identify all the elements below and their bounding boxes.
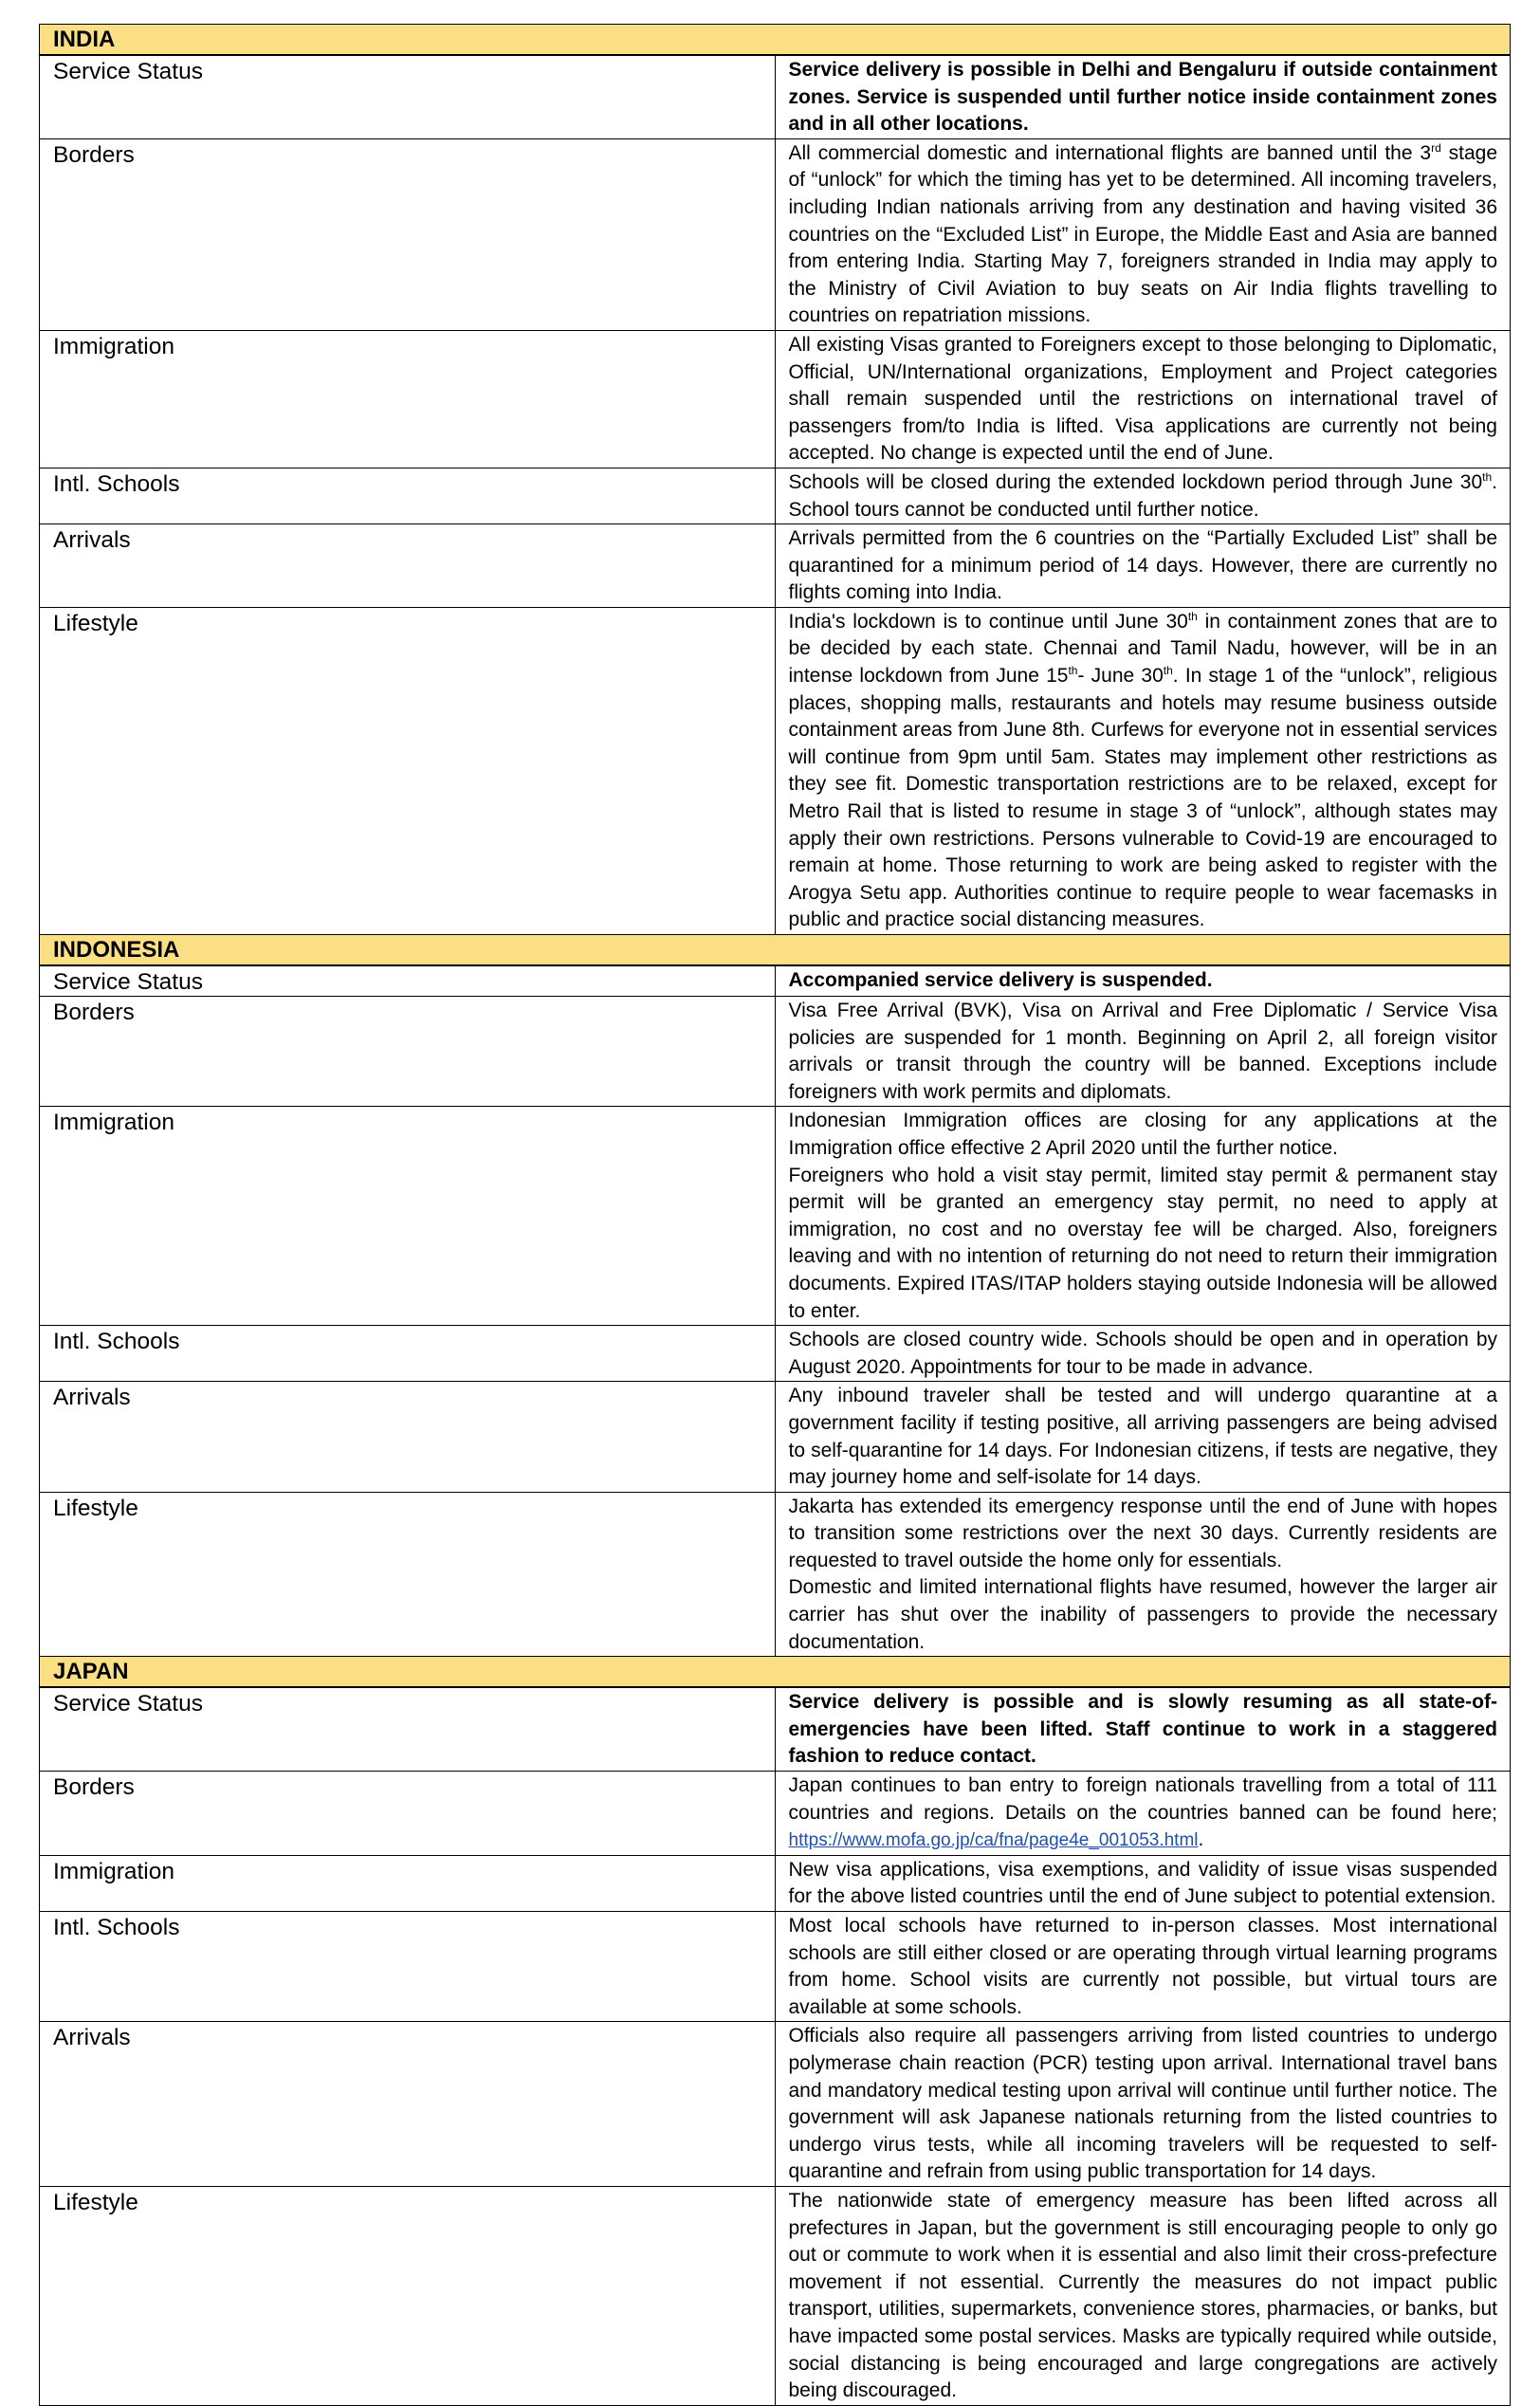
ordinal-superscript: rd xyxy=(1431,140,1441,155)
content-text: Domestic and limited international flights have resumed, however the larger air carrier has shut over the inability of passengers to provide the necessary documentation. xyxy=(788,1576,1497,1653)
content-text: Service delivery is possible and is slowly resuming as all state-of-emergencies have been lifted. Staff continue to work in a staggered fashion to reduce contact. xyxy=(788,1691,1497,1768)
row-label: Intl. Schools xyxy=(40,1912,776,2022)
content-paragraph xyxy=(789,1494,1498,1575)
content-paragraph xyxy=(789,2023,1498,2186)
row-label: Borders xyxy=(40,1772,776,1856)
content-paragraph xyxy=(789,1913,1498,2021)
country-header-row-japan xyxy=(40,1657,1511,1688)
row-label: Arrivals xyxy=(40,1382,776,1492)
row-content xyxy=(775,607,1511,934)
row-content xyxy=(775,55,1511,138)
india-row-intl-schools xyxy=(40,468,1511,523)
content-paragraph xyxy=(789,1689,1498,1771)
row-label: Immigration xyxy=(40,330,776,468)
row-content xyxy=(775,1326,1511,1382)
content-text: Indonesian Immigration offices are closing for any applications at the Immigration office effective 2 April 2020 until the further notice. xyxy=(788,1110,1497,1159)
row-content xyxy=(775,1687,1511,1771)
content-text: stage of “unlock” for which the timing has yet to be determined. All incoming travelers, including Indian nationals arriving from any destination and having visited 36 countries on the “Excluded List” in Europe, the Middle East and Asia are banned from entering India. Starting May 7, foreigners stranded in India may apply to the Ministry of Civil Aviation to buy seats on Air India flights travelling to countries on repatriation missions. xyxy=(788,141,1497,327)
content-text: Arrivals permitted from the 6 countries on the “Partially Excluded List” shall be quarantined for a minimum period of 14 days. However, there are currently no flights coming into India. xyxy=(788,527,1497,604)
japan-row-immigration xyxy=(40,1855,1511,1911)
content-text: The nationwide state of emergency measure has been lifted across all prefectures in Japan, but the government is still encouraging people to only go out or commute to work when it is essential and also limit their cross-prefecture movement if not essential. Currently the measures do not impact public transport, utilities, supermarkets, convenience stores, pharmacies, or banks, but have impacted some postal services. Masks are typically required while outside, social distancing is being encouraged and large congregations are actively being discouraged. xyxy=(788,2189,1497,2402)
row-content xyxy=(775,1107,1511,1326)
ordinal-superscript: th xyxy=(1163,664,1173,678)
content-paragraph xyxy=(789,1327,1498,1381)
ordinal-superscript: th xyxy=(1187,609,1198,623)
japan-row-arrivals xyxy=(40,2022,1511,2187)
content-text: Any inbound traveler shall be tested and will undergo quarantine at a government facility if testing positive, all arriving passengers are being advised to self-quarantine for 14 days. For Indonesian citizens, if tests are negative, they may journey home and self-isolate for 14 days. xyxy=(788,1385,1497,1489)
india-row-lifestyle xyxy=(40,607,1511,934)
indonesia-row-service-status xyxy=(40,965,1511,997)
row-content xyxy=(775,2022,1511,2187)
row-content xyxy=(775,524,1511,608)
content-text: Schools are closed country wide. Schools should be open and in operation by August 2020. Appointments for tour to be made in advance. xyxy=(788,1329,1497,1378)
india-row-borders xyxy=(40,138,1511,330)
indonesia-row-arrivals xyxy=(40,1382,1511,1492)
content-text: New visa applications, visa exemptions, and validity of issue visas suspended for the above listed countries until the end of June subject to potential extension. xyxy=(788,1858,1497,1908)
content-text: . School tours cannot be conducted until further notice. xyxy=(788,470,1497,521)
japan-row-lifestyle xyxy=(40,2186,1511,2405)
row-content xyxy=(775,2186,1511,2405)
country-name: INDONESIA xyxy=(40,935,1511,966)
content-paragraph xyxy=(789,525,1498,607)
ordinal-superscript: th xyxy=(1068,664,1078,678)
row-label: Lifestyle xyxy=(40,1492,776,1657)
content-paragraph xyxy=(789,57,1498,138)
table-body xyxy=(40,25,1511,2406)
content-paragraph xyxy=(789,1857,1498,1911)
content-text: in containment zones that are to be decided by each state. Chennai and Tamil Nadu, however, will be in an intense lockdown from June 15 xyxy=(788,610,1498,688)
mofa-link[interactable]: https://www.mofa.go.jp/ca/fna/page4e_001053.html xyxy=(788,1830,1199,1851)
row-content xyxy=(775,330,1511,468)
country-name: JAPAN xyxy=(40,1657,1511,1688)
ordinal-superscript: th xyxy=(1482,469,1493,484)
content-text: - June 30 xyxy=(1077,665,1164,688)
row-label: Arrivals xyxy=(40,2022,776,2187)
row-content xyxy=(775,1492,1511,1657)
content-paragraph xyxy=(789,469,1498,523)
row-label: Service Status xyxy=(40,55,776,138)
content-text: Schools will be closed during the extended lockdown period through June 30 xyxy=(788,470,1483,493)
indonesia-row-borders xyxy=(40,997,1511,1107)
row-label: Service Status xyxy=(40,965,776,997)
document-page xyxy=(39,24,1511,2406)
row-label: Intl. Schools xyxy=(40,468,776,523)
row-content xyxy=(775,1382,1511,1492)
content-text: . In stage 1 of the “unlock”, religious places, shopping malls, restaurants and hotels may resume business outside containment areas from June 8th. Curfews for everyone not in essential services will continue from 9pm until 5am. States may implement other restrictions as they see fit. Domestic transportation restrictions are to be relaxed, except for Metro Rail that is listed to resume in stage 3 of “unlock”, although states may apply their own restrictions. Persons vulnerable to Covid-19 are encouraged to remain at home. Those returning to work are being asked to register with the Arogya Setu app. Authorities continue to require people to wear facemasks in public and practice social distancing measures. xyxy=(788,665,1497,931)
content-text: Accompanied service delivery is suspended. xyxy=(788,969,1213,991)
row-label: Borders xyxy=(40,138,776,330)
indonesia-row-lifestyle xyxy=(40,1492,1511,1657)
content-paragraph xyxy=(789,1574,1498,1656)
row-content xyxy=(775,965,1511,997)
row-content xyxy=(775,1912,1511,2022)
content-text: India's lockdown is to continue until June 30 xyxy=(788,610,1188,633)
row-label: Lifestyle xyxy=(40,607,776,934)
content-text: Officials also require all passengers arriving from listed countries to undergo polymerase chain reaction (PCR) testing upon arrival. International travel bans and mandatory medical testing upon arrival will continue until further notice. The government will ask Japanese nationals returning from the listed countries to undergo virus tests, while all incoming travelers will be requested to self-quarantine and refrain from using public transportation for 14 days. xyxy=(788,2025,1497,2183)
japan-row-borders xyxy=(40,1772,1511,1856)
content-paragraph xyxy=(789,1772,1498,1855)
japan-row-intl-schools xyxy=(40,1912,1511,2022)
content-paragraph xyxy=(789,967,1498,995)
india-row-arrivals xyxy=(40,524,1511,608)
row-label: Arrivals xyxy=(40,524,776,608)
india-row-immigration xyxy=(40,330,1511,468)
row-label: Lifestyle xyxy=(40,2186,776,2405)
content-text: . xyxy=(1198,1828,1204,1851)
content-text: Japan continues to ban entry to foreign nationals travelling from a total of 111 countries and regions. Details on the countries banned can be found here; xyxy=(788,1774,1497,1824)
row-content xyxy=(775,1772,1511,1856)
content-paragraph xyxy=(789,609,1498,934)
country-status-table xyxy=(39,24,1511,2406)
country-name: INDIA xyxy=(40,25,1511,56)
row-content xyxy=(775,1855,1511,1911)
content-text: All existing Visas granted to Foreigners except to those belonging to Diplomatic, Official, UN/International organizations, Employment and Project categories shall remain suspended until the restrictions on international travel of passengers from/to India is lifted. Visa applications are currently not being accepted. No change is expected until the end of June. xyxy=(788,333,1497,465)
content-text: Most local schools have returned to in-person classes. Most international schools are still either closed or are operating through virtual learning programs from home. School visits are currently not possible, but virtual tours are available at some schools. xyxy=(788,1915,1497,2018)
content-paragraph xyxy=(789,140,1498,330)
row-label: Immigration xyxy=(40,1855,776,1911)
content-paragraph xyxy=(789,1383,1498,1491)
row-label: Immigration xyxy=(40,1107,776,1326)
content-text: Foreigners who hold a visit stay permit, limited stay permit & permanent stay permit will be granted an emergency stay permit, no need to apply at immigration, no cost and no overstay fee will be charged. Also, foreigners leaving and with no intention of returning do not need to return their immigration documents. Expired ITAS/ITAP holders staying outside Indonesia will be allowed to enter. xyxy=(788,1164,1497,1322)
indonesia-row-immigration xyxy=(40,1107,1511,1326)
japan-row-service-status xyxy=(40,1687,1511,1771)
row-label: Intl. Schools xyxy=(40,1326,776,1382)
india-row-service-status xyxy=(40,55,1511,138)
content-text: All commercial domestic and international flights are banned until the 3 xyxy=(788,141,1432,164)
row-content xyxy=(775,468,1511,523)
content-paragraph xyxy=(789,998,1498,1106)
content-text: Service delivery is possible in Delhi and Bengaluru if outside containment zones. Service is suspended until further notice inside containment zones and in all other locations. xyxy=(788,59,1497,136)
content-paragraph xyxy=(789,332,1498,468)
indonesia-row-intl-schools xyxy=(40,1326,1511,1382)
country-header-row-india xyxy=(40,25,1511,56)
row-content xyxy=(775,138,1511,330)
row-content xyxy=(775,997,1511,1107)
content-text: Jakarta has extended its emergency response until the end of June with hopes to transition some restrictions over the next 30 days. Currently residents are requested to travel outside the home only for essentials. xyxy=(788,1495,1497,1571)
content-text: Visa Free Arrival (BVK), Visa on Arrival and Free Diplomatic / Service Visa policies are suspended for 1 month. Beginning on April 2, all foreign visitor arrivals or transit through the country will be banned. Exceptions include foreigners with work permits and diplomats. xyxy=(788,1000,1497,1103)
row-label: Borders xyxy=(40,997,776,1107)
content-paragraph xyxy=(789,1108,1498,1162)
content-paragraph xyxy=(789,2188,1498,2405)
content-paragraph xyxy=(789,1163,1498,1326)
row-label: Service Status xyxy=(40,1687,776,1771)
country-header-row-indonesia xyxy=(40,935,1511,966)
